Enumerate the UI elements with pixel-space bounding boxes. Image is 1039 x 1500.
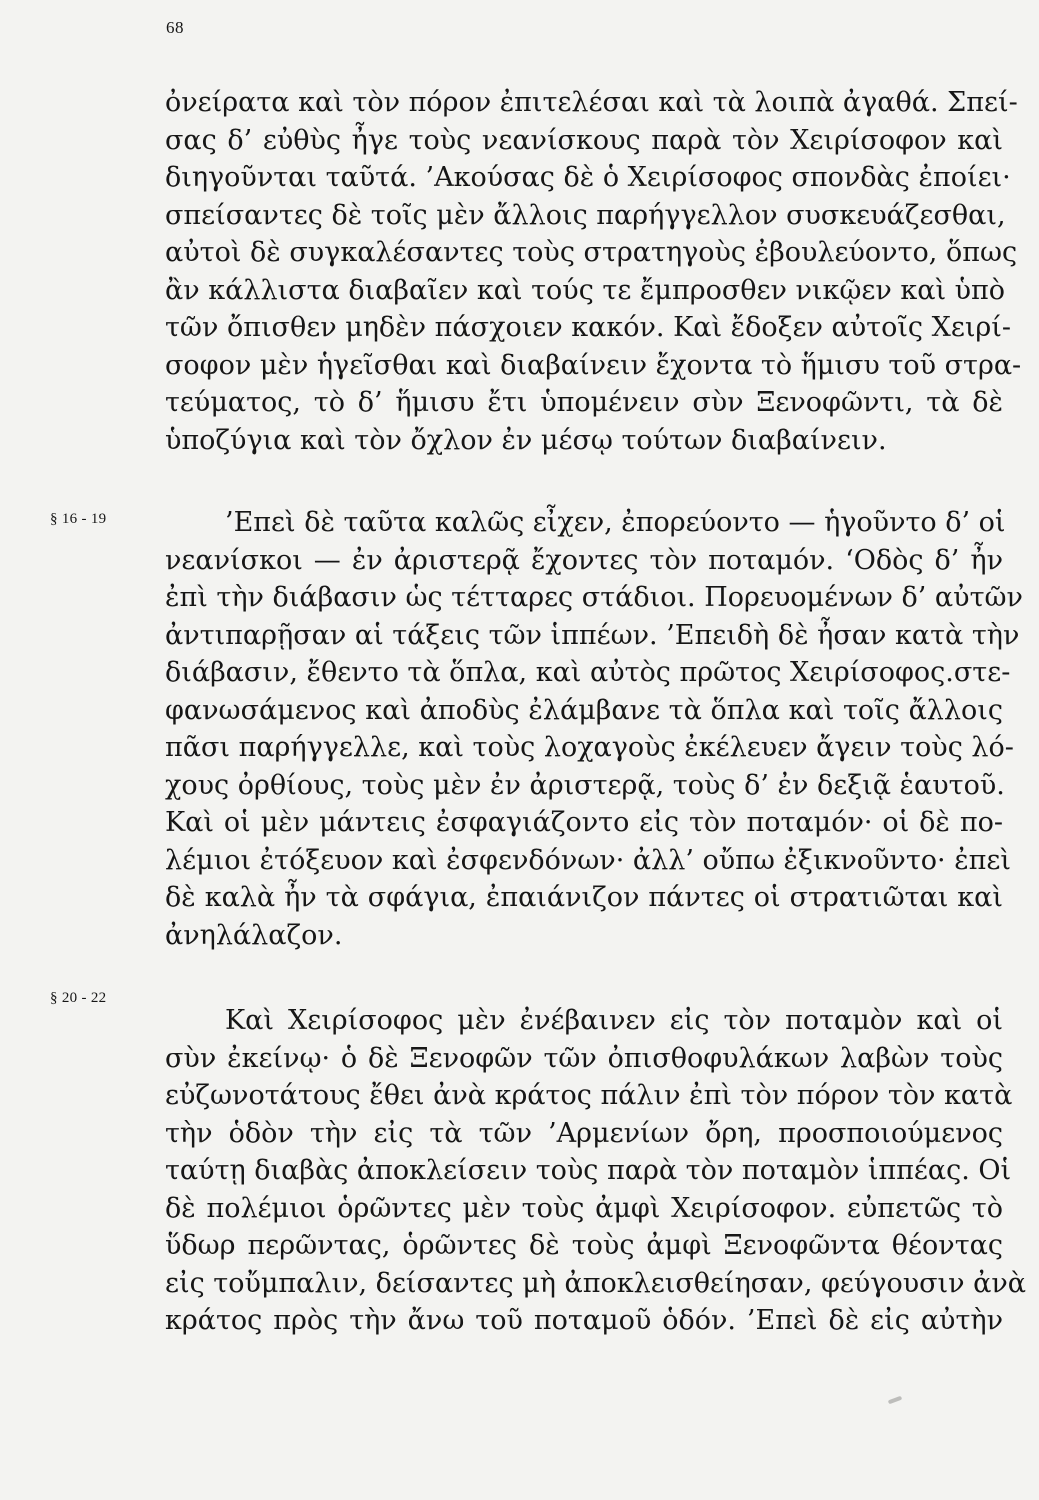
text-line: πᾶσι παρήγγελλε, καὶ τοὺς λοχαγοὺς ἐκέλευεν ἄγειν τοὺς λό- [165,732,1014,763]
section-marker-16-19: § 16 - 19 [50,511,107,527]
text-line: εὐζωνοτάτους ἔθει ἀνὰ κράτος πάλιν ἐπὶ τὸν πόρον τὸν κατὰ [165,1080,1013,1111]
text-line: διηγοῦνται ταῦτά. ’Ακούσας δὲ ὁ Χειρίσοφος σπονδὰς ἐποίει· [165,162,1011,193]
text-line: ἀντιπαρῇσαν αἱ τάξεις τῶν ἱππέων. ’Επειδὴ δὲ ἦσαν κατὰ τὴν [165,619,1020,651]
page-number: 68 [166,18,184,37]
text-line: νεανίσκοι — ἐν ἀριστερᾷ ἔχοντες τὸν ποταμόν. ‘Οδὸς δ’ ἦν [165,544,1003,576]
text-line: ὀνείρατα καὶ τὸν πόρον ἐπιτελέσαι καὶ τὰ λοιπὰ ἀγαθά. Σπεί- [165,87,1018,118]
text-line: ἐπὶ τὴν διάβασιν ὡς τέτταρες στάδιοι. Πορευομένων δ’ αὐτῶν [165,582,1023,613]
text-line: διάβασιν, ἔθεντο τὰ ὅπλα, καὶ αὐτὸς πρῶτος Χειρίσοφος.στε- [165,657,1011,688]
text-line: δὲ πολέμιοι ὁρῶντες μὲν τοὺς ἀμφὶ Χειρίσοφον. εὐπετῶς τὸ [165,1192,1003,1224]
text-line: ὑποζύγια καὶ τὸν ὄχλον ἐν μέσῳ τούτων διαβαίνειν. [165,424,887,456]
text-line: Καὶ Χειρίσοφος μὲν ἐνέβαινεν εἰς τὸν ποταμὸν καὶ οἱ [225,1005,1003,1036]
text-line: σοφον μὲν ἡγεῖσθαι καὶ διαβαίνειν ἔχοντα τὸ ἥμισυ τοῦ στρα- [165,349,1022,381]
section-marker-20-22: § 20 - 22 [50,990,107,1006]
text-line: αὐτοὶ δὲ συγκαλέσαντες τοὺς στρατηγοὺς ἐβουλεύοντο, ὅπως [165,237,1018,268]
text-line: εἰς τοὔμπαλιν, δείσαντες μὴ ἀποκλεισθείησαν, φεύγουσιν ἀνὰ [165,1267,1027,1299]
text-line: τὴν ὁδὸν τὴν εἰς τὰ τῶν ’Αρμενίων ὄρη, προσποιούμενος [165,1117,1003,1149]
text-line: ἂν κάλλιστα διαβαῖεν καὶ τούς τε ἔμπροσθεν νικῷεν καὶ ὑπὸ [165,274,1006,306]
paragraph-section-20-22 [165,1002,1027,1340]
text-line: ταύτῃ διαβὰς ἀποκλείσειν τοὺς παρὰ τὸν ποταμὸν ἱππέας. Οἱ [165,1155,1012,1186]
text-line: τεύματος, τὸ δ’ ἥμισυ ἔτι ὑπομένειν σὺν Ξενοφῶντι, τὰ δὲ [165,387,1003,418]
text-line: τῶν ὄπισθεν μηδὲν πάσχοιεν κακόν. Καὶ ἔδοξεν αὐτοῖς Χειρί- [165,312,1012,343]
text-line: φανωσάμενος καὶ ἀποδὺς ἐλάμβανε τὰ ὅπλα καὶ τοῖς ἄλλοις [165,694,1003,726]
text-line: σας δ’ εὐθὺς ἦγε τοὺς νεανίσκους παρὰ τὸν Χειρίσοφον καὶ [165,124,1003,156]
text-line: ἀνηλάλαζον. [165,919,343,951]
text-line: ὕδωρ περῶντας, ὁρῶντες δὲ τοὺς ἀμφὶ Ξενοφῶντα θέοντας [165,1230,1003,1261]
text-line: κράτος πρὸς τὴν ἄνω τοῦ ποταμοῦ ὁδόν. ’Επεὶ δὲ εἰς αὐτὴν [165,1305,1003,1336]
text-line: δὲ καλὰ ἦν τὰ σφάγια, ἐπαιάνιζον πάντες οἱ στρατιῶται καὶ [165,882,1003,913]
paragraph-continuation [165,84,1022,459]
paragraph-section-16-19 [165,504,1023,954]
text-line: ’Επεὶ δὲ ταῦτα καλῶς εἶχεν, ἐπορεύοντο — ἡγοῦντο δ’ οἱ [225,507,1006,538]
text-line: λέμιοι ἐτόξευον καὶ ἐσφενδόνων· ἀλλ’ οὔπω ἐξικνοῦντο· ἐπεὶ [165,844,1012,876]
text-line: χους ὀρθίους, τοὺς μὲν ἐν ἀριστερᾷ, τοὺς δ’ ἐν δεξιᾷ ἑαυτοῦ. [165,769,1005,801]
text-line: Καὶ οἱ μὲν μάντεις ἐσφαγιάζοντο εἰς τὸν ποταμόν· οἱ δὲ πο- [165,807,1003,838]
ink-smudge [888,1396,903,1405]
text-line: σὺν ἐκείνῳ· ὁ δὲ Ξενοφῶν τῶν ὀπισθοφυλάκων λαβὼν τοὺς [165,1042,1003,1074]
text-line: σπείσαντες δὲ τοῖς μὲν ἄλλοις παρήγγελλον συσκευάζεσθαι, [165,199,1006,231]
